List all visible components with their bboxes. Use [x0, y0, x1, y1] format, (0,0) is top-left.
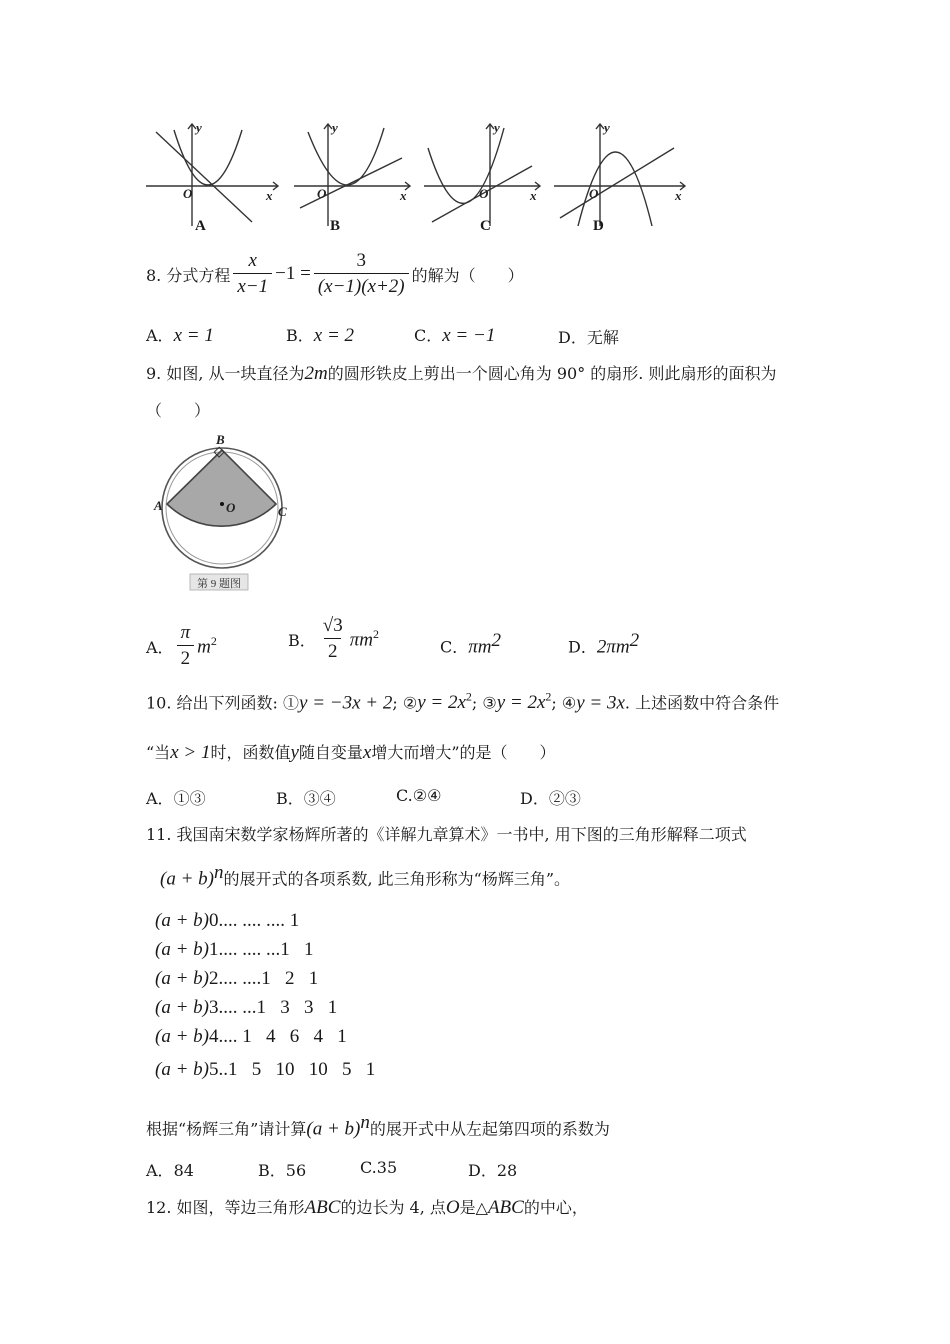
question-8: [146, 250, 524, 298]
graph-a: [146, 124, 278, 226]
q8-lhs-fraction: $\frac{x}{x-1}$: [233, 250, 272, 298]
graph-a-origin: O: [183, 186, 193, 201]
graph-c: [424, 124, 540, 226]
q10-option-d[interactable]: D．②③: [520, 789, 581, 808]
sector-label-a: A: [154, 498, 163, 513]
question-9-line-2: （ ）: [146, 401, 211, 420]
q11-option-c[interactable]: C.35: [360, 1158, 398, 1177]
graph-d-origin: O: [589, 186, 599, 201]
q8-minus-one: −1 =: [275, 263, 311, 284]
graph-b-origin: O: [317, 186, 327, 201]
q8-option-a[interactable]: A．x = 1: [146, 325, 214, 346]
question-12: 12. 如图，等边三角形ABC的边长为 4, 点O是△ABC的中心，: [146, 1197, 588, 1218]
q8-option-b[interactable]: B．x = 2: [286, 325, 355, 346]
q10-option-a[interactable]: A．①③: [146, 789, 206, 808]
q10-option-c[interactable]: C.②④: [396, 786, 442, 805]
graph-c-x-label: x: [530, 188, 537, 203]
q11-option-d[interactable]: D．28: [468, 1161, 518, 1180]
yanghui-row-3: (a + b)3.... ...1 3 3 1: [155, 997, 338, 1018]
graph-b: [294, 124, 410, 226]
q8-prefix: 8. 分式方程: [146, 265, 231, 285]
q11-option-a[interactable]: A．84: [146, 1161, 194, 1180]
yanghui-row-0: (a + b)0.... .... .... 1: [155, 910, 300, 931]
question-10-line-2: “当x > 1时，函数值y随自变量x增大而增大”的是（ ）: [146, 742, 556, 763]
sector-label-c: C: [278, 504, 287, 519]
sector-label-o: O: [226, 500, 236, 515]
graph-d: [554, 124, 685, 226]
q9-option-a[interactable]: A． $\frac{\pi}{2}$ $m^2$: [146, 622, 217, 669]
q8-option-d[interactable]: D．无解: [558, 328, 619, 347]
graph-b-x-label: x: [400, 188, 407, 203]
graph-c-y-label: y: [494, 120, 500, 135]
graph-a-y-label: y: [196, 120, 202, 135]
graph-c-origin: O: [479, 186, 489, 201]
yanghui-row-4: (a + b)4.... 1 4 6 4 1: [155, 1026, 347, 1047]
q8-option-c[interactable]: C．x = −1: [414, 325, 496, 346]
q10-option-b[interactable]: B．③④: [276, 789, 336, 808]
sector-figure: [150, 432, 300, 592]
graph-label-a: A: [195, 218, 206, 234]
graph-label-b: B: [330, 218, 341, 234]
graph-d-y-label: y: [604, 120, 610, 135]
q11-option-b[interactable]: B．56: [258, 1161, 307, 1180]
yanghui-row-2: (a + b)2.... ....1 2 1: [155, 968, 319, 989]
question-10-line-1: 10. 给出下列函数: ①y = −3x + 2; ②y = $2x^2$; ③y = $2x^2$; ④y = 3x. 上述函数中符合条件: [146, 690, 780, 714]
q9-option-b[interactable]: B． $\frac{√3}{2}$ $\pi m^2$: [288, 615, 379, 662]
question-11-line-1: 11. 我国南宋数学家杨辉所著的《详解九章算术》一书中, 用下图的三角形解释二项式: [146, 825, 747, 844]
q9-option-c[interactable]: C．$\pi m^2$: [440, 630, 501, 658]
graph-b-y-label: y: [332, 120, 338, 135]
graph-a-x-label: x: [266, 188, 273, 203]
q9-option-d[interactable]: D．$2\pi m^2$: [568, 630, 640, 658]
graph-label-d: D: [593, 218, 604, 234]
graph-label-c: C: [480, 218, 491, 234]
function-graphs-figure: [140, 118, 700, 236]
sector-caption: 第 9 题图: [197, 578, 241, 590]
yanghui-row-1: (a + b)1.... .... ...1 1: [155, 939, 314, 960]
yanghui-row-5: (a + b)5..1 5 10 10 5 1: [155, 1059, 376, 1080]
sector-label-b: B: [216, 432, 225, 447]
question-11-question: 根据“杨辉三角”请计算$(a + b)^n$的展开式中从左起第四项的系数为: [146, 1112, 610, 1140]
q8-rhs-fraction: $\frac{3}{(x-1)(x+2)}$: [314, 250, 409, 298]
question-11-line-2: $(a + b)^n$的展开式的各项系数, 此三角形称为“杨辉三角”。: [160, 862, 571, 890]
question-9-line-1: 9. 如图, 从一块直径为2m的圆形铁皮上剪出一个圆心角为 90° 的扇形. 则此扇形的面积为: [146, 363, 777, 384]
q8-suffix: 的解为（ ）: [411, 265, 524, 285]
graph-d-x-label: x: [675, 188, 682, 203]
